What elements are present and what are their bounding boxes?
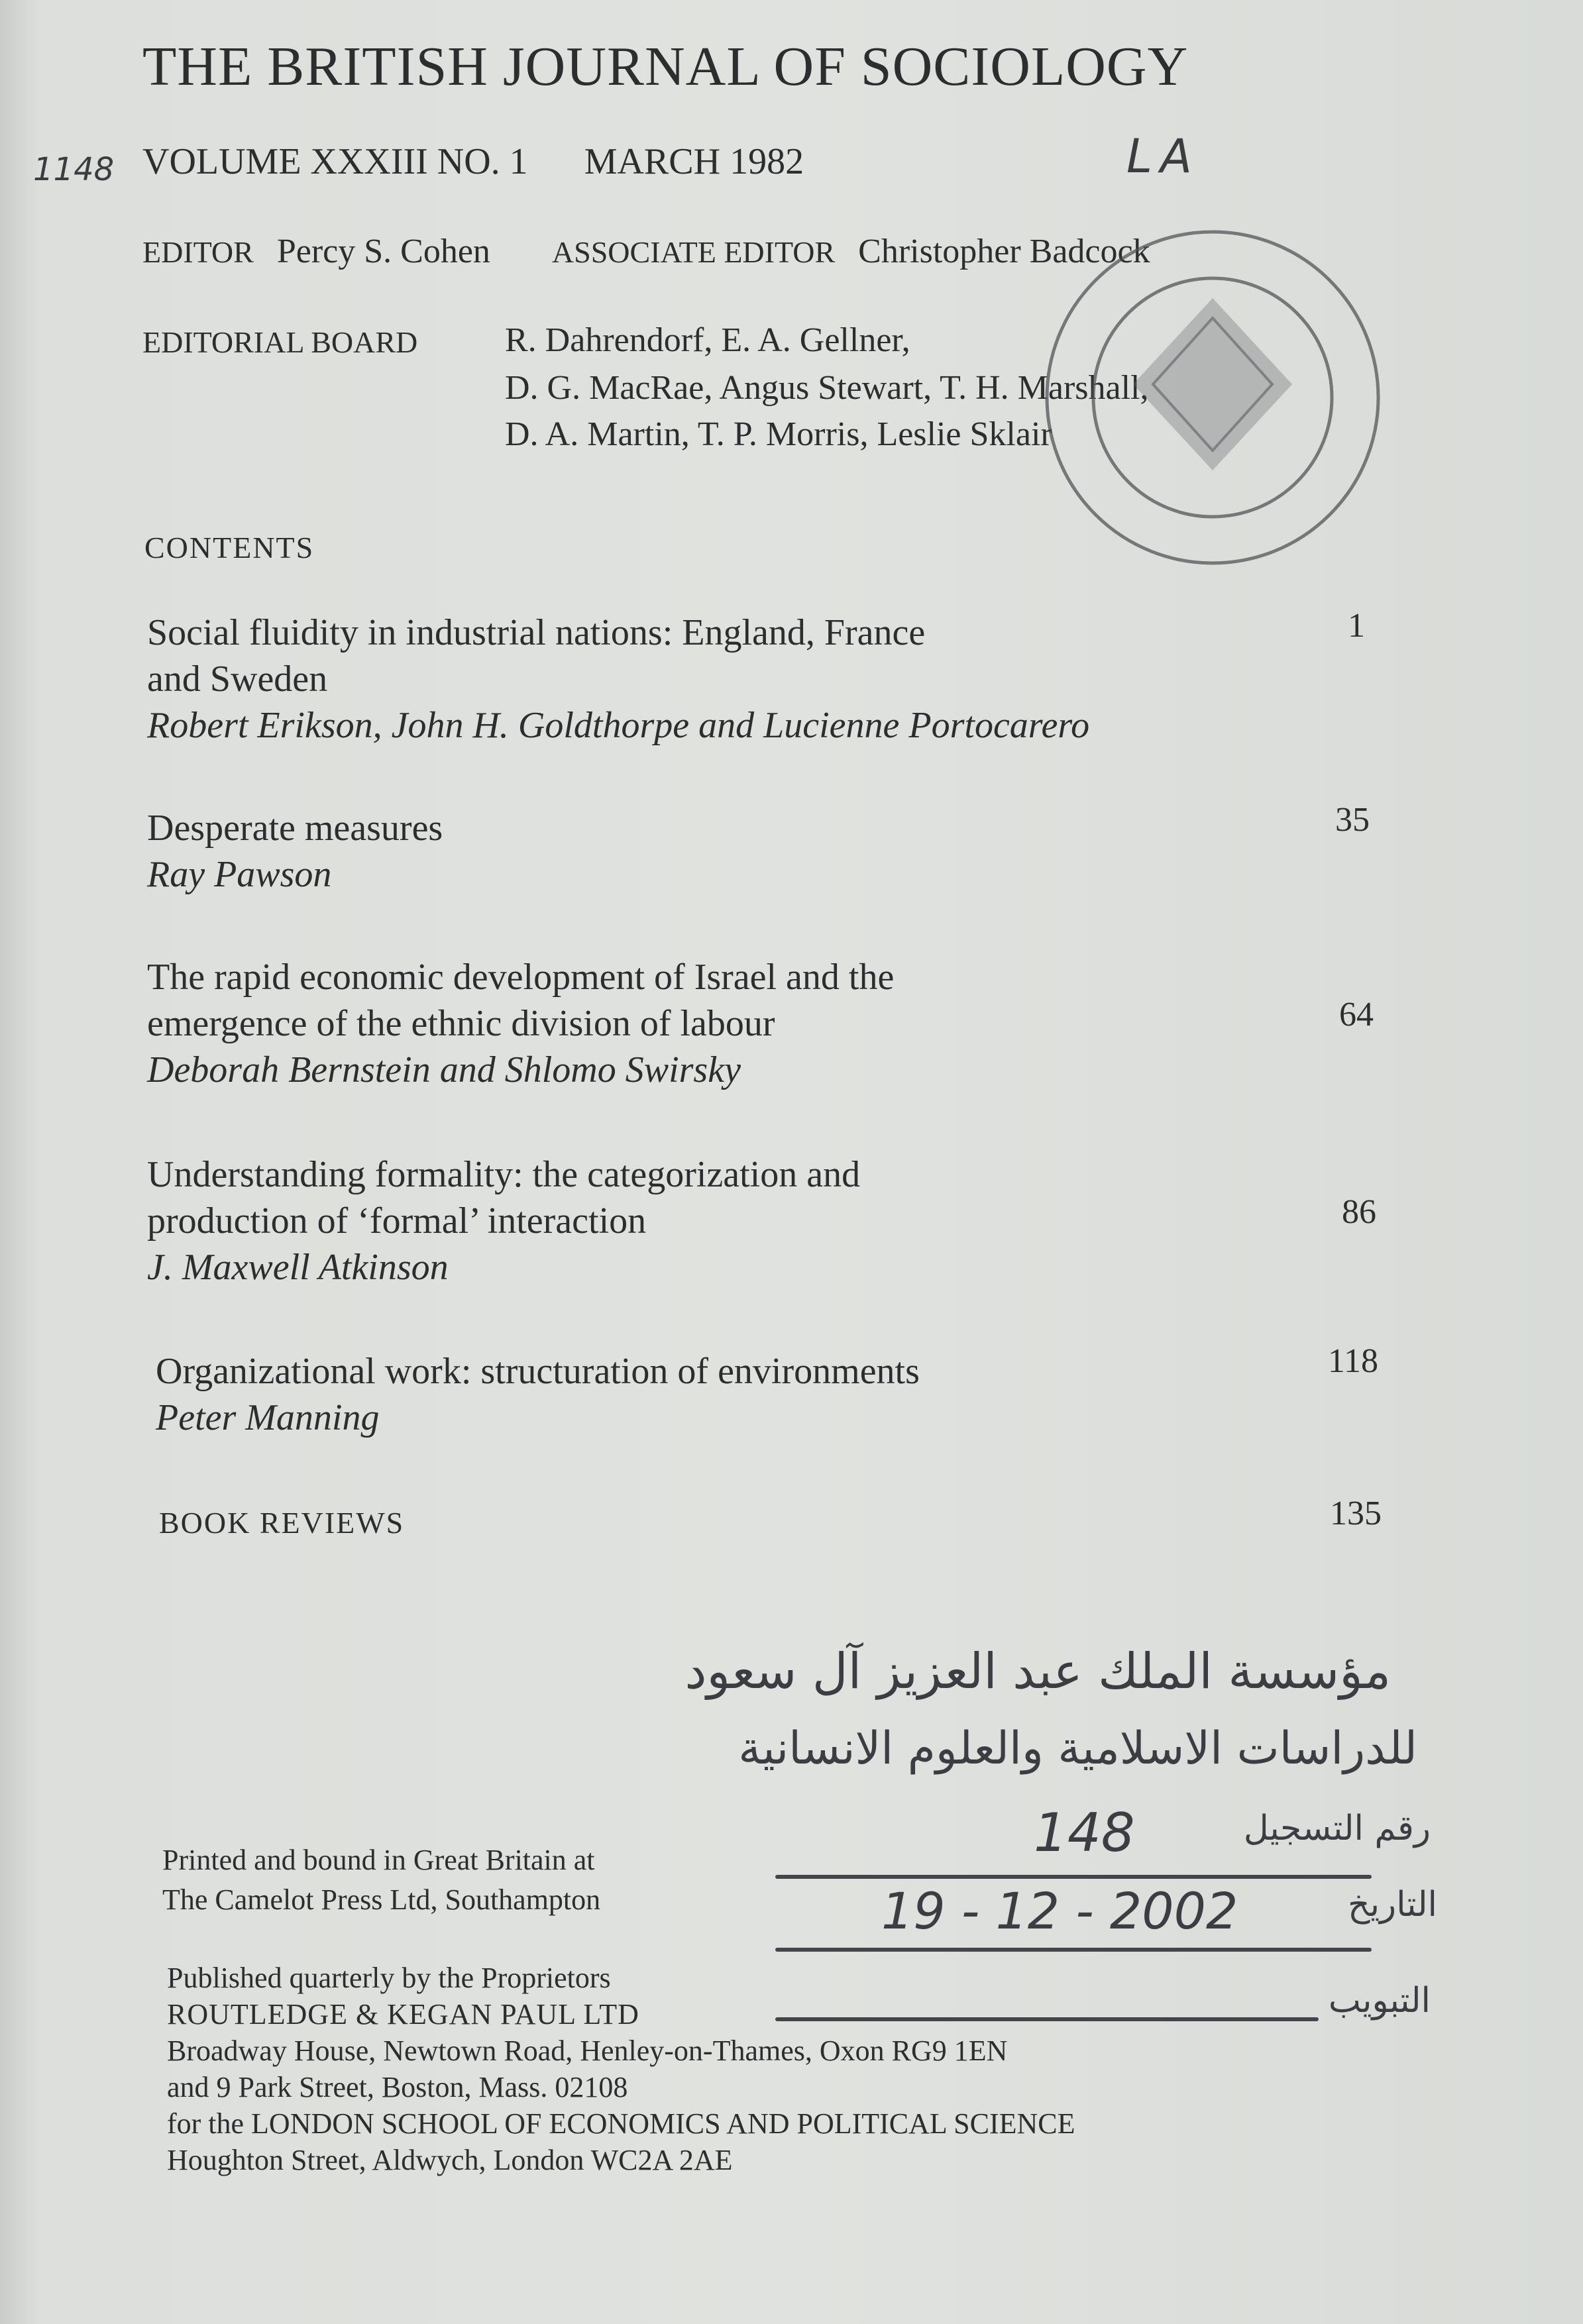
article-authors: Robert Erikson, John H. Goldthorpe and Lucienne Portocarero xyxy=(147,705,1090,746)
page-number: 118 xyxy=(1327,1342,1378,1380)
library-seal-stamp xyxy=(994,219,1405,590)
article-title-line: emergence of the ethnic division of labour xyxy=(147,1003,775,1044)
stamp-institution-subline: للدراسات الاسلامية والعلوم الانسانية xyxy=(738,1722,1417,1775)
article-authors: J. Maxwell Atkinson xyxy=(147,1247,449,1288)
stamp-registration-label: رقم التسجيل xyxy=(1243,1809,1431,1848)
stamp-date-value: 19 - 12 - 2002 xyxy=(881,1881,1238,1940)
publisher-name: ROUTLEDGE & KEGAN PAUL LTD xyxy=(167,1998,639,2031)
page-number: 1 xyxy=(1348,607,1365,645)
publisher-block xyxy=(167,1960,1360,2178)
stamp-institution-line: مؤسسة الملك عبد العزيز آل سعود xyxy=(684,1643,1391,1700)
editorial-board-label: EDITORIAL BOARD xyxy=(142,325,418,359)
issue-date: MARCH 1982 xyxy=(584,141,804,182)
article-title-line: and Sweden xyxy=(147,659,328,700)
page-number: 86 xyxy=(1342,1193,1376,1231)
book-reviews-label: BOOK REVIEWS xyxy=(159,1506,405,1540)
editor-label: EDITOR xyxy=(142,235,254,269)
handwritten-note-right: LA xyxy=(1126,129,1200,184)
publisher-address-line: Houghton Street, Aldwych, London WC2A 2AE xyxy=(167,2144,733,2176)
publisher-address-line: and 9 Park Street, Boston, Mass. 02108 xyxy=(167,2071,628,2103)
printed-line: The Camelot Press Ltd, Southampton xyxy=(162,1883,601,1916)
board-line-1: R. Dahrendorf, E. A. Gellner, xyxy=(505,321,910,359)
stamp-classification-label: التبويب xyxy=(1328,1981,1431,2021)
publisher-for-line: for the LONDON SCHOOL OF ECONOMICS AND POLITICAL SCIENCE xyxy=(167,2107,1075,2140)
contents-entry xyxy=(147,609,1406,749)
journal-title: THE BRITISH JOURNAL OF SOCIOLOGY xyxy=(142,36,1189,97)
printed-note xyxy=(162,1840,825,1920)
contents-entry xyxy=(147,1151,1406,1291)
contents-entry xyxy=(156,1348,1415,1441)
editor-name: Percy S. Cohen xyxy=(276,233,490,270)
publisher-line: Published quarterly by the Proprietors xyxy=(167,1962,611,1994)
handwritten-note-left: 1148 xyxy=(33,151,115,188)
registration-underline xyxy=(775,1875,1372,1879)
printed-line: Printed and bound in Great Britain at xyxy=(162,1844,595,1876)
article-authors: Deborah Bernstein and Shlomo Swirsky xyxy=(147,1049,741,1090)
associate-editor-name: Christopher Badcock xyxy=(858,233,1150,270)
article-title-line: Desperate measures xyxy=(147,808,443,849)
publisher-address-line: Broadway House, Newtown Road, Henley-on-Thames, Oxon RG9 1EN xyxy=(167,2034,1008,2067)
book-reviews-page: 135 xyxy=(1330,1495,1382,1532)
article-title-line: Organizational work: structuration of environments xyxy=(156,1351,920,1392)
article-authors: Peter Manning xyxy=(156,1397,380,1438)
volume-number: VOLUME XXXIII NO. 1 xyxy=(142,141,528,182)
article-title-line: Understanding formality: the categorization and xyxy=(147,1154,861,1195)
article-title-line: production of ‘formal’ interaction xyxy=(147,1200,647,1241)
board-line-3: D. A. Martin, T. P. Morris, Leslie Sklair xyxy=(505,415,1052,453)
contents-entry xyxy=(147,805,1406,898)
date-underline xyxy=(775,1948,1372,1952)
contents-heading: CONTENTS xyxy=(144,531,315,564)
article-title-line: Social fluidity in industrial nations: England, France xyxy=(147,612,926,653)
board-line-2: D. G. MacRae, Angus Stewart, T. H. Marshall, xyxy=(505,369,1149,407)
article-authors: Ray Pawson xyxy=(147,854,332,895)
page-number: 64 xyxy=(1339,996,1374,1033)
contents-entry xyxy=(147,954,1406,1093)
page-number: 35 xyxy=(1335,801,1370,839)
stamp-date-label: التاريخ xyxy=(1348,1885,1437,1925)
article-title-line: The rapid economic development of Israel and the xyxy=(147,957,895,998)
stamp-registration-value: 148 xyxy=(1034,1802,1135,1864)
associate-editor-label: ASSOCIATE EDITOR xyxy=(551,235,836,269)
volume-line xyxy=(142,140,804,183)
